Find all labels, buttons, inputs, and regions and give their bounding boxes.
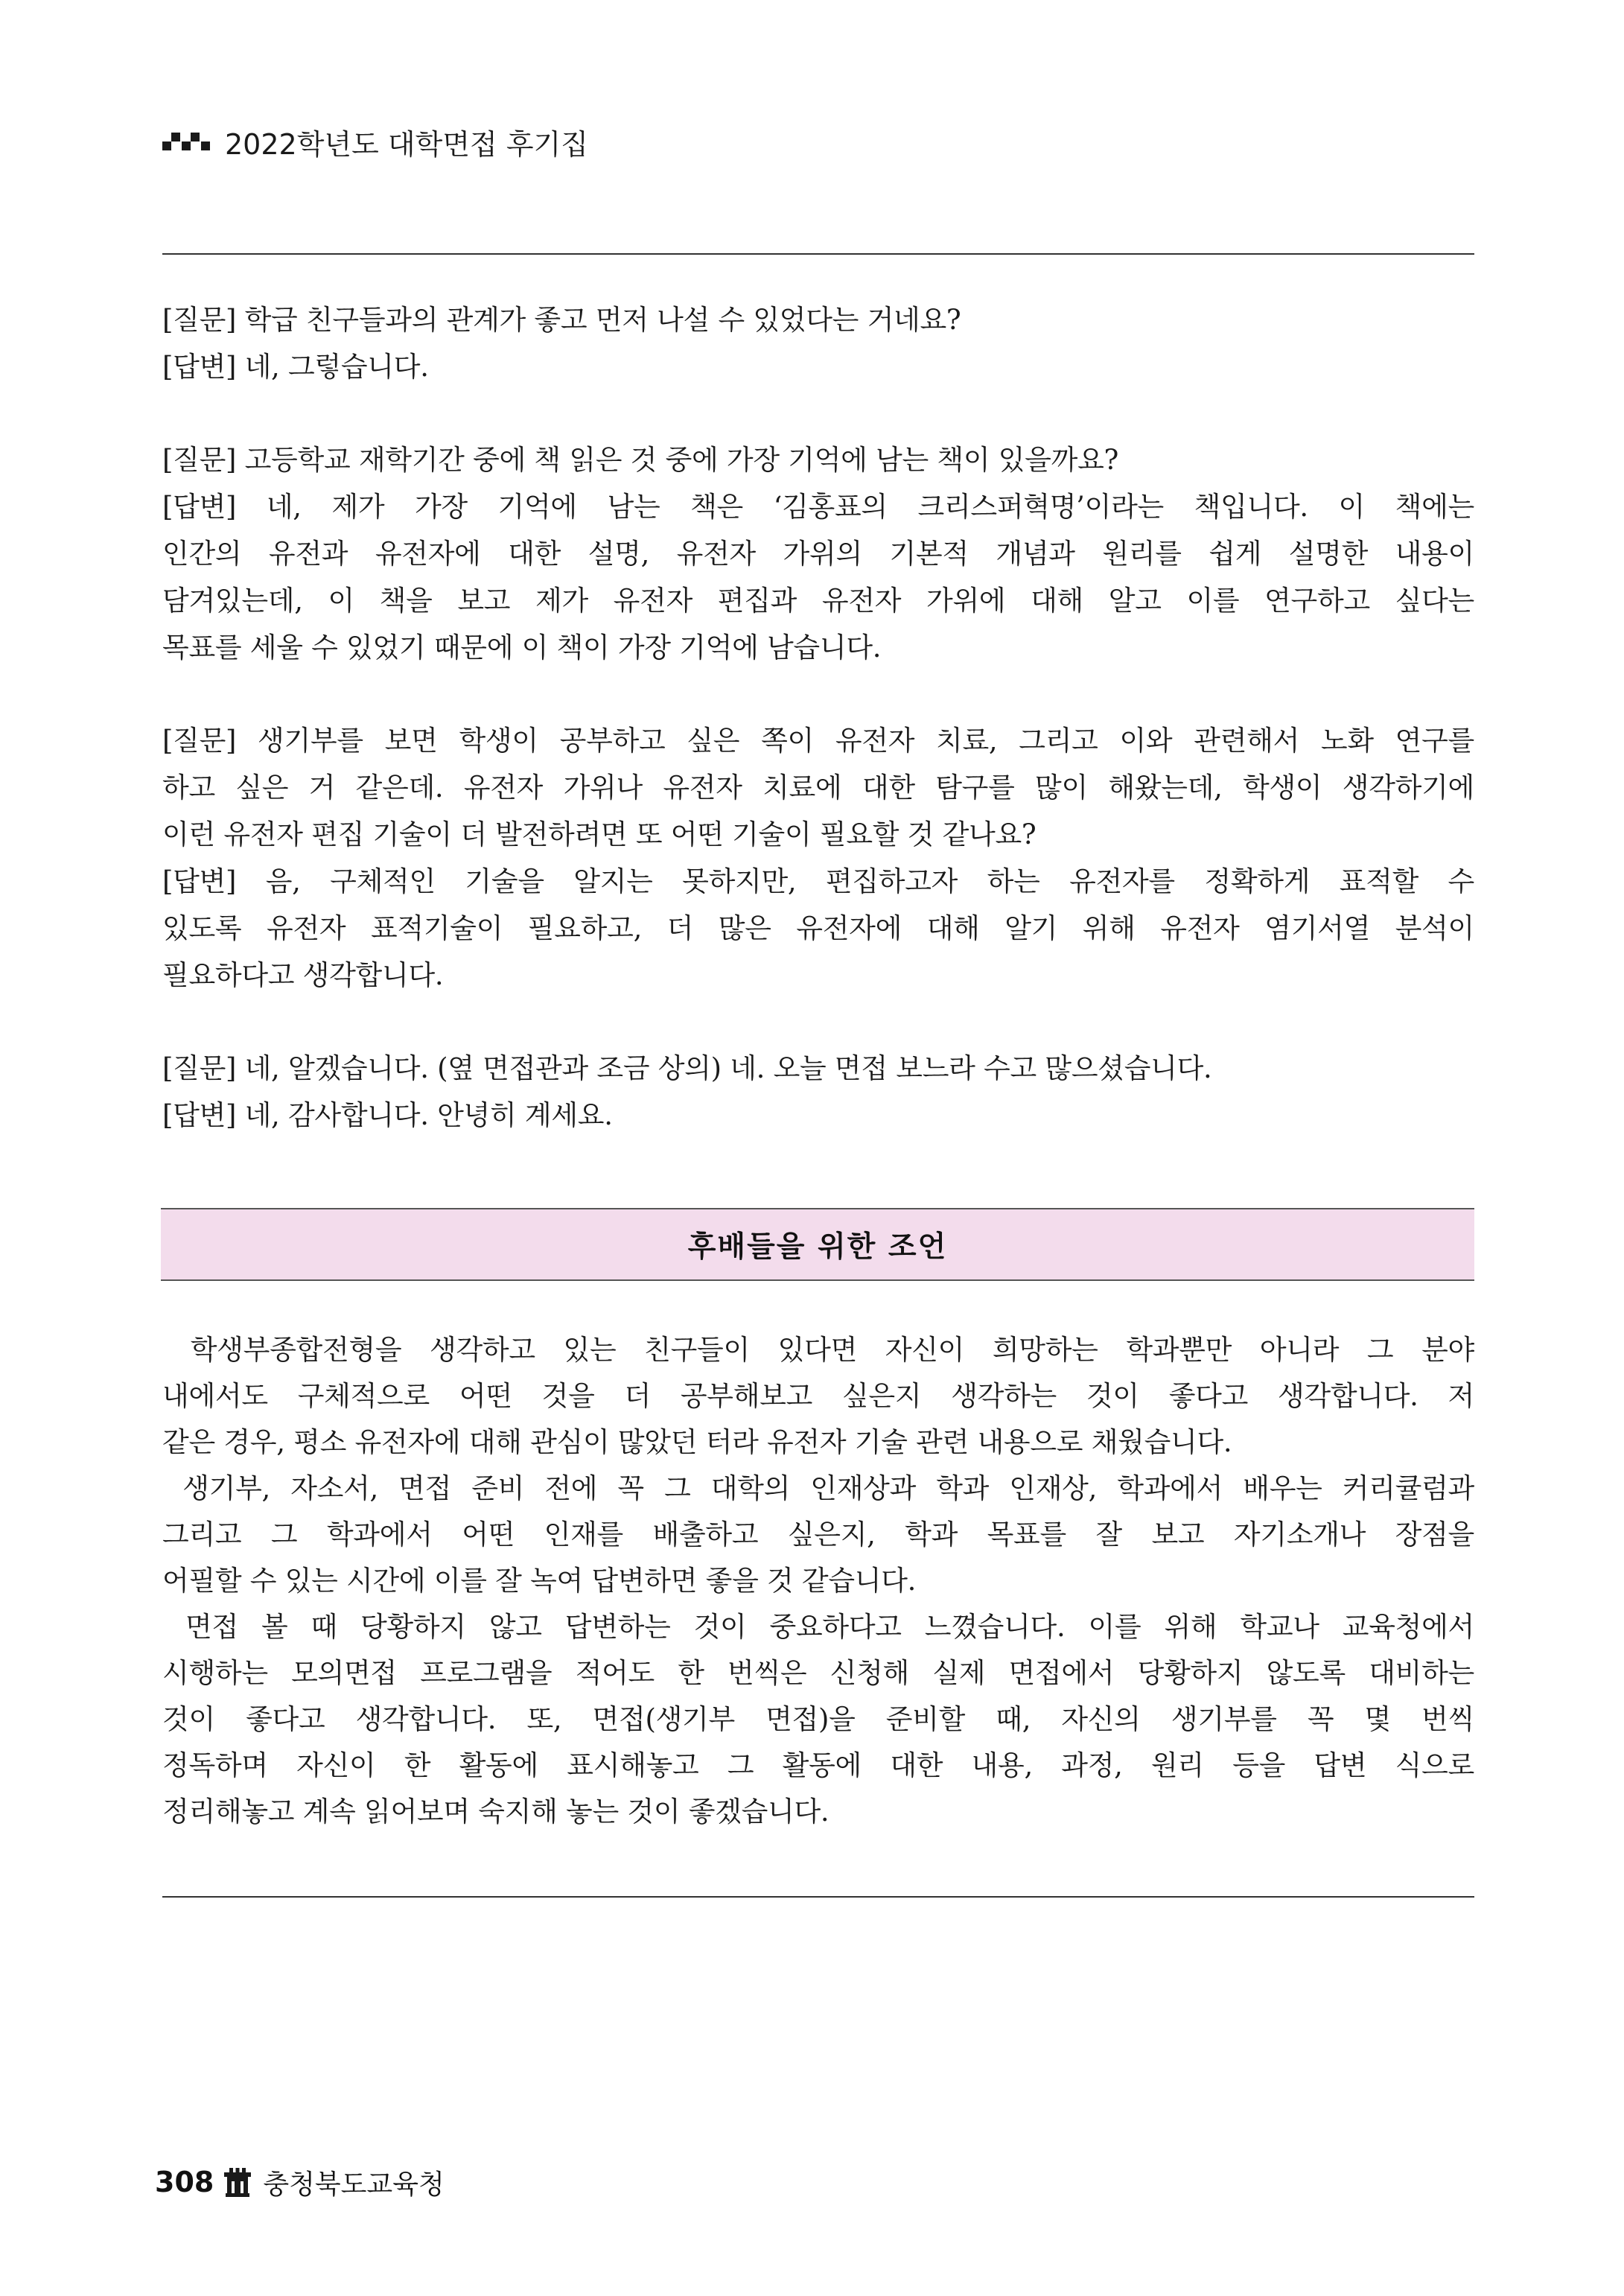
question-line: [질문] 학급 친구들과의 관계가 좋고 먼저 나설 수 있었다는 거네요? — [162, 304, 961, 336]
text-line: 있도록 유전자 표적기술이 필요하고, 더 많은 유전자에 대해 알기 위해 유전자 염기서열 분석이 — [162, 912, 1474, 944]
text-line: 이런 유전자 편집 기술이 더 발전하려면 또 어떤 기술이 필요할 것 같나요? — [162, 818, 1037, 850]
organization-name: 충청북도교육청 — [263, 2169, 445, 2200]
publication-title: 2022학년도 대학면접 후기집 — [225, 127, 588, 161]
qa-block — [162, 436, 1474, 671]
advice-line: 정독하며 자신이 한 활동에 표시해놓고 그 활동에 대한 내용, 과정, 원리 등을 답변 식으로 — [162, 1749, 1474, 1781]
advice-section-title: 후배들을 위한 조언 — [687, 1230, 948, 1264]
advice-body — [162, 1327, 1474, 1835]
advice-line: 같은 경우, 평소 유전자에 대해 관심이 많았던 터라 유전자 기술 관련 내용으로 채웠습니다. — [162, 1426, 1232, 1458]
advice-line: 생기부, 자소서, 면접 준비 전에 꼭 그 대학의 인재상과 학과 인재상, 학과에서 배우는 커리큘럼과 — [162, 1472, 1474, 1504]
text-line: 하고 싶은 거 같은데. 유전자 가위나 유전자 치료에 대한 탐구를 많이 해왔는데, 학생이 생각하기에 — [162, 772, 1474, 804]
question-line: [질문] 네, 알겠습니다. (옆 면접관과 조금 상의) 네. 오늘 면접 보느라 수고 많으셨습니다. — [162, 1052, 1212, 1084]
education-office-emblem-icon — [223, 2166, 252, 2198]
interview-transcript — [162, 296, 1474, 1185]
question-line: [질문] 고등학교 재학기간 중에 책 읽은 것 중에 가장 기억에 남는 책이 있을까요? — [162, 444, 1119, 476]
advice-line: 그리고 그 학과에서 어떤 인재를 배출하고 싶은지, 학과 목표를 잘 보고 자기소개나 장점을 — [162, 1519, 1474, 1551]
answer-line: [답변] 네, 그렇습니다. — [162, 351, 429, 383]
page-footer — [155, 2160, 445, 2204]
advice-line: 것이 좋다고 생각합니다. 또, 면접(생기부 면접)을 준비할 때, 자신의 생기부를 꼭 몇 번씩 — [162, 1703, 1474, 1735]
top-divider — [162, 253, 1474, 255]
advice-line: 학생부종합전형을 생각하고 있는 친구들이 있다면 자신이 희망하는 학과뿐만 아니라 그 분야 — [162, 1334, 1474, 1366]
emblem-graphic — [223, 2166, 252, 2198]
checker-squares-icon-graphic — [162, 132, 210, 151]
answer-line: [답변] 음, 구체적인 기술을 알지는 못하지만, 편집하고자 하는 유전자를 정확하게 표적할 수 — [162, 865, 1474, 897]
bottom-divider — [162, 1896, 1474, 1898]
question-line: [질문] 생기부를 보면 학생이 공부하고 싶은 쪽이 유전자 치료, 그리고 이와 관련해서 노화 연구를 — [162, 725, 1474, 757]
answer-line: [답변] 네, 제가 가장 기억에 남는 책은 ‘김홍표의 크리스퍼혁명’이라는 책입니다. 이 책에는 — [162, 491, 1474, 523]
text-line: 필요하다고 생각합니다. — [162, 959, 444, 991]
advice-line: 정리해놓고 계속 읽어보며 숙지해 놓는 것이 좋겠습니다. — [162, 1796, 829, 1828]
running-header — [162, 119, 588, 164]
advice-line: 어필할 수 있는 시간에 이를 잘 녹여 답변하면 좋을 것 같습니다. — [162, 1565, 917, 1597]
checker-squares-icon — [162, 132, 210, 151]
text-line: 목표를 세울 수 있었기 때문에 이 책이 가장 기억에 남습니다. — [162, 632, 882, 664]
advice-section-banner — [161, 1208, 1474, 1281]
advice-line: 내에서도 구체적으로 어떤 것을 더 공부해보고 싶은지 생각하는 것이 좋다고 생각합니다. 저 — [162, 1380, 1474, 1412]
qa-block — [162, 296, 1474, 390]
advice-line: 시행하는 모의면접 프로그램을 적어도 한 번씩은 신청해 실제 면접에서 당황하지 않도록 대비하는 — [162, 1657, 1474, 1689]
advice-line: 면접 볼 때 당황하지 않고 답변하는 것이 중요하다고 느꼈습니다. 이를 위해 학교나 교육청에서 — [162, 1611, 1474, 1643]
text-line: 담겨있는데, 이 책을 보고 제가 유전자 편집과 유전자 가위에 대해 알고 이를 연구하고 싶다는 — [162, 585, 1474, 617]
answer-line: [답변] 네, 감사합니다. 안녕히 계세요. — [162, 1099, 613, 1131]
qa-block — [162, 717, 1474, 999]
text-line: 인간의 유전과 유전자에 대한 설명, 유전자 가위의 기본적 개념과 원리를 쉽게 설명한 내용이 — [162, 538, 1474, 570]
qa-block — [162, 1045, 1474, 1139]
page-number: 308 — [155, 2166, 214, 2198]
